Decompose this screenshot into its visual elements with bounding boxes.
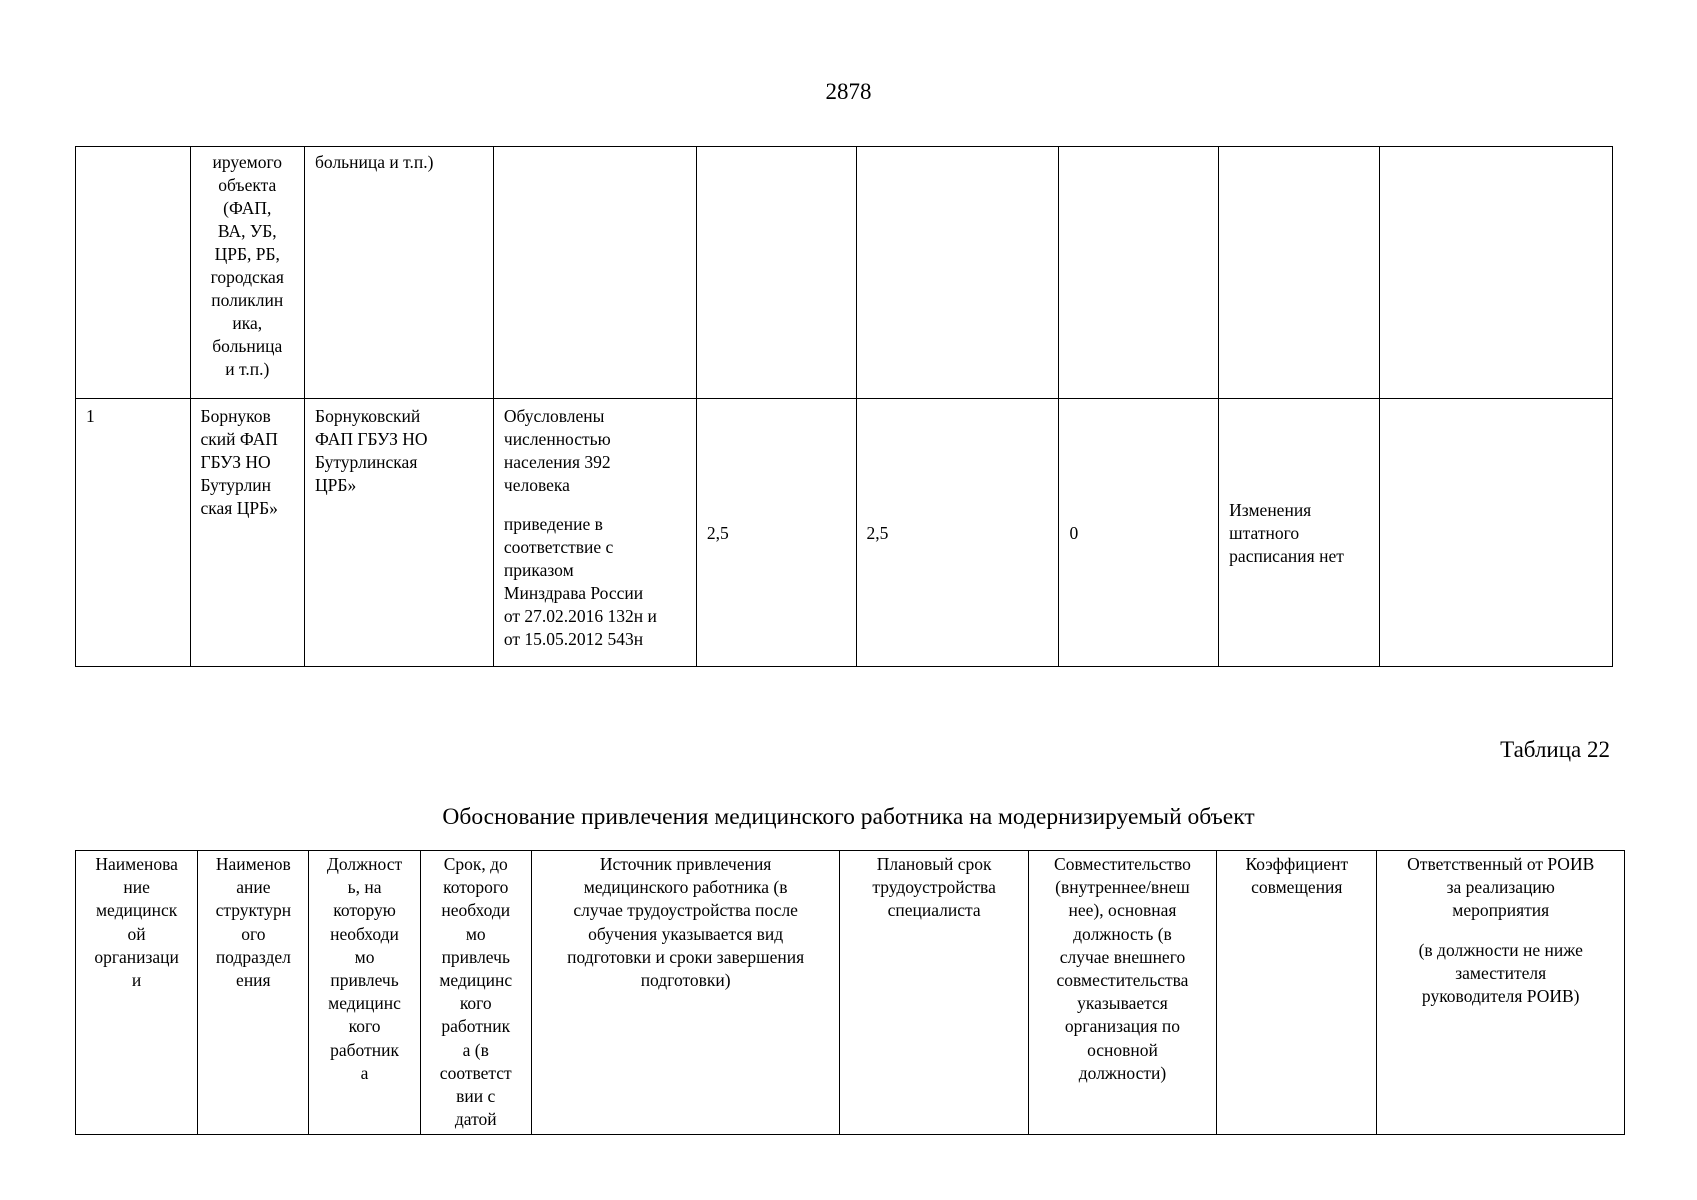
text-line: совмещения xyxy=(1251,877,1343,898)
column-header-deadline xyxy=(420,851,531,1135)
text-line: городская xyxy=(210,267,284,287)
cell-reason xyxy=(493,399,696,667)
column-header-employment-date xyxy=(840,851,1028,1135)
text-line: штатного xyxy=(1229,523,1300,543)
header-continuation-row xyxy=(76,147,1613,399)
text-line: Обусловлены xyxy=(503,406,605,426)
text-line: а (в xyxy=(462,1039,489,1060)
table-title: Обоснование привлечения медицинского работника на модернизируемый объект xyxy=(442,804,1255,830)
header-row xyxy=(76,851,1625,1135)
text-line: должности) xyxy=(1078,1062,1167,1083)
text-line: трудоустройства xyxy=(872,877,996,898)
text-line: Бутурлинская xyxy=(315,452,418,472)
header-cell-object-type xyxy=(190,147,305,399)
cell-value-3: 0 xyxy=(1059,399,1219,667)
text-line: случае трудоустройства после xyxy=(573,900,798,921)
text-line: необходи xyxy=(441,900,511,921)
page-number: 2878 xyxy=(825,79,872,104)
column-header-coefficient xyxy=(1217,851,1377,1135)
text-line: ние xyxy=(123,877,150,898)
paragraph-gap xyxy=(504,497,686,513)
cell-value-1: 2,5 xyxy=(696,399,856,667)
text-line: Совместительство xyxy=(1054,854,1191,874)
text-line: привлечь xyxy=(441,946,510,967)
header-cell-empty xyxy=(1059,147,1219,399)
text-line: за реализацию xyxy=(1446,877,1555,898)
text-line: основной xyxy=(1087,1039,1158,1060)
text-line: специалиста xyxy=(887,900,981,921)
text-line: подготовки) xyxy=(640,970,731,991)
text-line: должность (в xyxy=(1073,923,1172,944)
text-line: от 27.02.2016 132н и xyxy=(503,606,657,626)
text-line: ская ЦРБ» xyxy=(200,498,278,518)
column-header-organization xyxy=(76,851,198,1135)
text-line: соответствие с xyxy=(503,537,614,557)
justification-table xyxy=(75,850,1625,1135)
text-line: необходи xyxy=(330,923,399,944)
text-line: Ответственный от РОИВ xyxy=(1407,854,1595,874)
text-line: расписания нет xyxy=(1229,546,1344,566)
text-line: численностью xyxy=(503,429,611,449)
cell-note xyxy=(1219,399,1380,667)
text-line: (ФАП, xyxy=(223,198,272,218)
header-cell-empty xyxy=(1219,147,1380,399)
text-line: медицинс xyxy=(439,970,513,991)
text-line: Минздрава России xyxy=(503,583,644,603)
text-line: соответст xyxy=(439,1062,512,1083)
text-line: ь, на xyxy=(347,877,382,898)
text-line: Плановый срок xyxy=(876,854,992,874)
text-line: больница xyxy=(212,336,283,356)
text-line: организаци xyxy=(94,946,179,967)
text-line: ВА, УБ, xyxy=(217,221,277,241)
text-line: обучения указывается вид xyxy=(588,923,784,944)
text-line: медицинс xyxy=(328,993,401,1014)
text-line: работник xyxy=(441,1016,511,1037)
text-line: а xyxy=(360,1062,369,1083)
text-line: вии с xyxy=(456,1086,496,1107)
text-line: Источник привлечения xyxy=(599,854,772,874)
text-line: кого xyxy=(459,993,492,1014)
text-line: Борнуковский xyxy=(315,406,421,426)
text-line: поликлин xyxy=(211,290,284,310)
text-line: совместительства xyxy=(1056,970,1189,991)
text-line: приказом xyxy=(503,560,574,580)
text-line: ский ФАП xyxy=(200,429,278,449)
text-line: структурн xyxy=(215,900,292,921)
text-line: Наименов xyxy=(215,854,291,874)
text-line: объекта xyxy=(218,175,277,195)
continuation-table xyxy=(75,146,1613,667)
text-line: привлечь xyxy=(330,970,399,991)
column-header-position xyxy=(309,851,420,1135)
text-line: нее), основная xyxy=(1068,900,1177,921)
text-line: ание xyxy=(236,877,271,898)
text-line: работник xyxy=(330,1039,399,1060)
header-cell-empty xyxy=(696,147,856,399)
text-line: приведение в xyxy=(503,514,603,534)
text-line: Борнуков xyxy=(200,406,271,426)
paragraph-gap xyxy=(1383,923,1618,939)
cell-organization-name xyxy=(190,399,305,667)
text-line: Срок, до xyxy=(443,854,508,874)
text-line: ого xyxy=(241,923,266,944)
text-line: населения 392 xyxy=(503,452,611,472)
text-line: ГБУЗ НО xyxy=(200,452,271,472)
text-line: мо xyxy=(465,923,486,944)
text-line: которую xyxy=(333,900,396,921)
text-line: от 15.05.2012 543н xyxy=(503,629,644,649)
text-line: указывается xyxy=(1077,993,1168,1014)
cell-empty xyxy=(1379,399,1612,667)
text-line: человека xyxy=(503,475,570,495)
text-line: которого xyxy=(443,877,509,898)
text-line: мо xyxy=(354,946,375,967)
text-line: и т.п.) xyxy=(225,359,270,379)
cell-number: 1 xyxy=(76,399,191,667)
text-line: ой xyxy=(127,923,146,944)
text-line: подготовки и сроки завершения xyxy=(567,946,805,967)
header-cell-empty xyxy=(493,147,696,399)
text-line: кого xyxy=(348,1016,381,1037)
text-line: (в должности не ниже xyxy=(1418,939,1583,960)
text-line: ения xyxy=(236,970,271,991)
text-line: руководителя РОИВ) xyxy=(1421,986,1580,1007)
text-line: и xyxy=(131,970,142,991)
text-line: датой xyxy=(454,1109,497,1130)
text-line: Наименова xyxy=(95,854,178,874)
text-line: Коэффициент xyxy=(1245,854,1349,874)
text-line: Должност xyxy=(326,854,403,874)
text-line: Изменения xyxy=(1229,500,1312,520)
column-header-responsible xyxy=(1377,851,1625,1135)
column-header-source xyxy=(531,851,840,1135)
table-row xyxy=(76,399,1613,667)
text-line: медицинск xyxy=(95,900,178,921)
text-line: ЦРБ» xyxy=(315,475,357,495)
text-line: случае внешнего xyxy=(1059,946,1186,967)
text-line: мероприятия xyxy=(1452,900,1550,921)
column-header-part-time xyxy=(1028,851,1216,1135)
header-cell-number xyxy=(76,147,191,399)
text-line: медицинского работника (в xyxy=(583,877,788,898)
text-line: ируемого xyxy=(212,152,283,172)
text-line: ика, xyxy=(232,313,263,333)
text-line: (внутреннее/внеш xyxy=(1055,877,1190,898)
text-line: Бутурлин xyxy=(200,475,272,495)
header-cell-unit: больница и т.п.) xyxy=(305,147,494,399)
text-line: ЦРБ, РБ, xyxy=(214,244,280,264)
column-header-structural-unit xyxy=(198,851,309,1135)
cell-value-2: 2,5 xyxy=(856,399,1059,667)
cell-unit-name xyxy=(305,399,494,667)
header-cell-empty xyxy=(856,147,1059,399)
text-line: ФАП ГБУЗ НО xyxy=(315,429,428,449)
table-label: Таблица 22 xyxy=(1500,737,1610,762)
text-line: подраздел xyxy=(215,946,291,967)
text-line: организация по xyxy=(1064,1016,1181,1037)
text-line: заместителя xyxy=(1455,962,1547,983)
header-cell-empty xyxy=(1379,147,1612,399)
